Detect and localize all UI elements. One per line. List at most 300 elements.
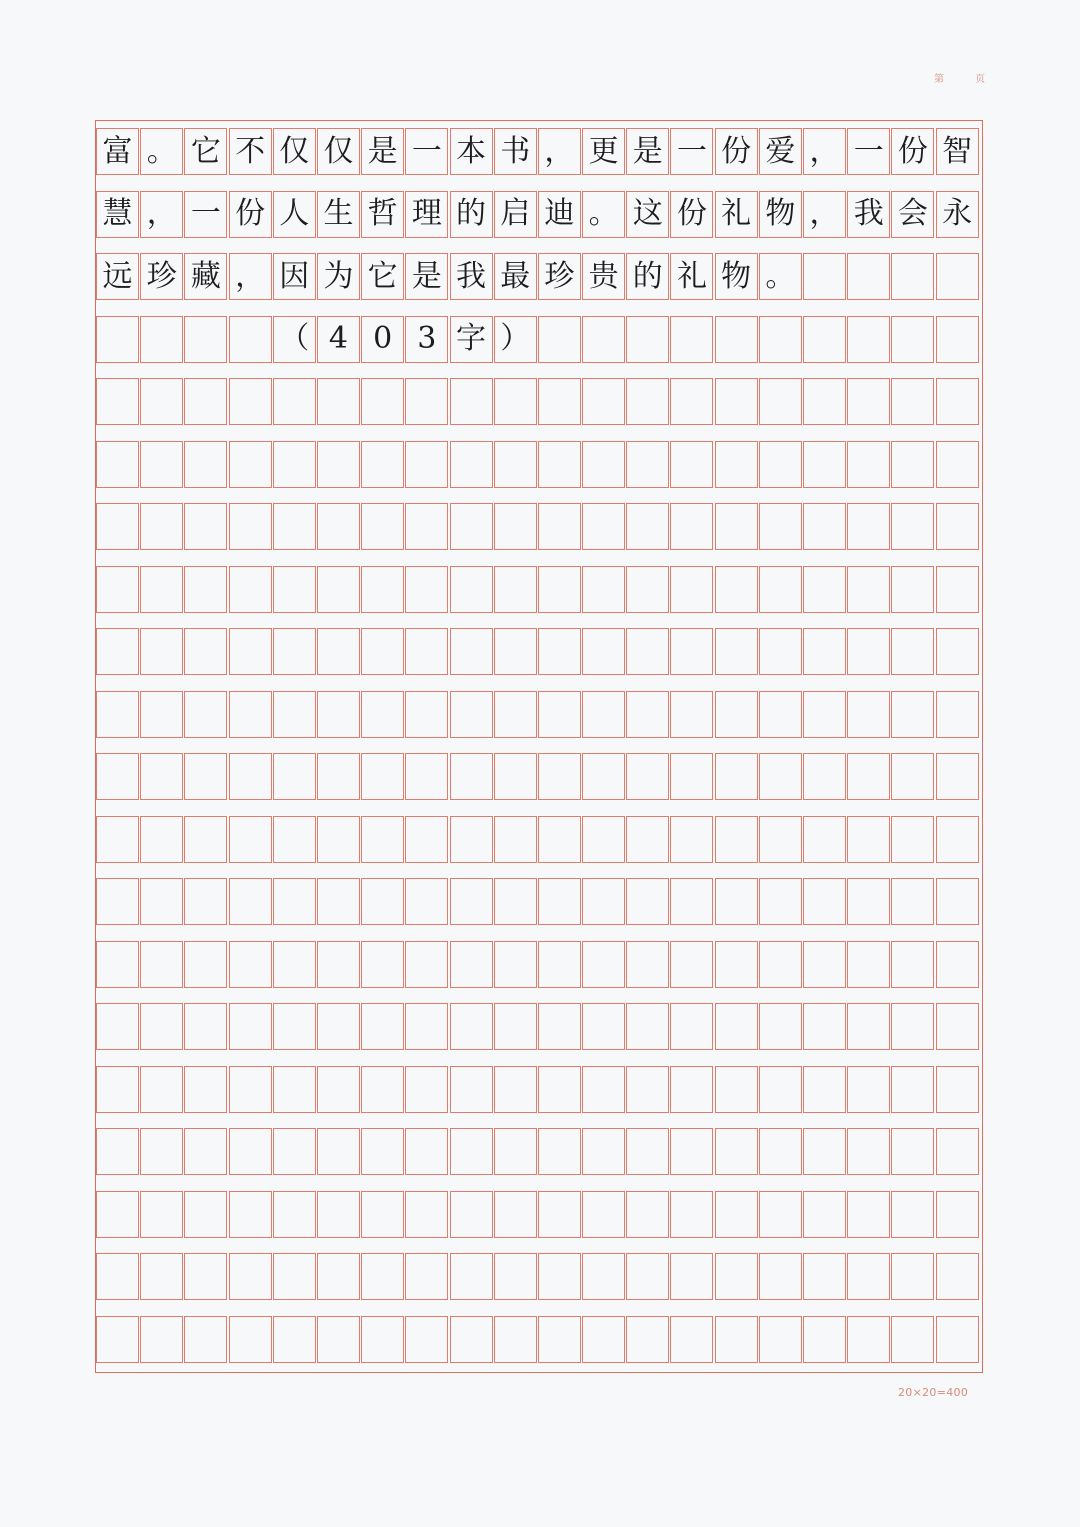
grid-row	[96, 816, 979, 863]
grid-cell	[273, 691, 316, 738]
grid-cell	[626, 816, 669, 863]
grid-cell	[891, 566, 934, 613]
grid-cell	[803, 816, 846, 863]
grid-cell	[273, 441, 316, 488]
grid-cell	[891, 1003, 934, 1050]
grid-cell	[317, 1003, 360, 1050]
grid-cell	[361, 753, 404, 800]
grid-cell	[140, 1066, 183, 1113]
grid-cell	[273, 1253, 316, 1300]
grid-cell	[803, 253, 846, 300]
grid-cell	[891, 691, 934, 738]
grid-cell: 书	[494, 128, 537, 175]
grid-cell	[759, 878, 802, 925]
grid-cell	[184, 441, 227, 488]
grid-cell	[140, 1128, 183, 1175]
grid-cell	[96, 566, 139, 613]
grid-cell: 生	[317, 191, 360, 238]
grid-cell	[759, 441, 802, 488]
grid-cell	[847, 628, 890, 675]
grid-cell	[96, 316, 139, 363]
grid-cell	[582, 941, 625, 988]
grid-cell	[317, 1128, 360, 1175]
grid-cell	[450, 566, 493, 613]
grid-cell	[715, 816, 758, 863]
grid-cell	[936, 878, 979, 925]
grid-cell	[229, 816, 272, 863]
grid-cell	[405, 1316, 448, 1363]
grid-cell	[847, 253, 890, 300]
grid-cell	[96, 441, 139, 488]
grid-cell	[936, 378, 979, 425]
grid-cell	[184, 1316, 227, 1363]
grid-cell: 3	[405, 316, 448, 363]
grid-cell	[582, 1191, 625, 1238]
grid-cell	[494, 816, 537, 863]
grid-cell	[582, 503, 625, 550]
grid-cell: 远	[96, 253, 139, 300]
grid-cell	[361, 441, 404, 488]
grid-cell	[538, 1316, 581, 1363]
grid-cell: 更	[582, 128, 625, 175]
grid-cell	[936, 941, 979, 988]
grid-cell	[626, 1003, 669, 1050]
grid-cell	[361, 566, 404, 613]
grid-cell	[759, 378, 802, 425]
grid-cell	[184, 628, 227, 675]
grid-cell	[229, 1191, 272, 1238]
grid-cell	[361, 816, 404, 863]
grid-cell	[538, 1066, 581, 1113]
grid-cell	[670, 1316, 713, 1363]
grid-cell	[140, 1191, 183, 1238]
grid-cell	[229, 441, 272, 488]
grid-cell	[229, 1003, 272, 1050]
grid-cell	[184, 1066, 227, 1113]
grid-cell	[361, 878, 404, 925]
grid-cell	[670, 1191, 713, 1238]
grid-cell	[626, 503, 669, 550]
grid-cell	[96, 941, 139, 988]
grid-cell	[184, 941, 227, 988]
grid-cell: 富	[96, 128, 139, 175]
grid-cell	[891, 1253, 934, 1300]
grid-row	[96, 1191, 979, 1238]
grid-cell: 贵	[582, 253, 625, 300]
grid-cell: 珍	[140, 253, 183, 300]
grid-cell	[405, 1191, 448, 1238]
grid-cell	[273, 753, 316, 800]
grid-cell	[361, 1066, 404, 1113]
grid-cell	[670, 878, 713, 925]
grid-cell: 启	[494, 191, 537, 238]
grid-cell	[140, 1253, 183, 1300]
grid-cell	[626, 566, 669, 613]
grid-cell	[450, 753, 493, 800]
grid-cell	[140, 753, 183, 800]
grid-cell: 礼	[670, 253, 713, 300]
grid-cell	[803, 878, 846, 925]
grid-cell	[759, 691, 802, 738]
grid-cell	[891, 941, 934, 988]
grid-row	[96, 378, 979, 425]
grid-cell: 这	[626, 191, 669, 238]
grid-cell	[626, 628, 669, 675]
grid-cell	[626, 441, 669, 488]
grid-cell	[936, 1191, 979, 1238]
grid-cell	[670, 378, 713, 425]
grid-cell	[494, 941, 537, 988]
grid-cell	[140, 1316, 183, 1363]
grid-cell	[715, 1253, 758, 1300]
grid-cell	[405, 503, 448, 550]
grid-cell	[670, 1066, 713, 1113]
grid-cell	[891, 878, 934, 925]
grid-cell: 物	[759, 191, 802, 238]
grid-cell: 为	[317, 253, 360, 300]
grid-cell	[317, 816, 360, 863]
grid-cell	[140, 878, 183, 925]
grid-cell	[538, 503, 581, 550]
grid-cell	[582, 628, 625, 675]
grid-cell	[538, 753, 581, 800]
grid-cell	[229, 378, 272, 425]
page-number-label: 第 页	[934, 74, 1000, 85]
grid-cell	[847, 941, 890, 988]
grid-cell	[803, 316, 846, 363]
grid-cell	[582, 1128, 625, 1175]
grid-cell	[626, 316, 669, 363]
grid-cell: 智	[936, 128, 979, 175]
grid-cell	[361, 1253, 404, 1300]
grid-cell: ，	[538, 128, 581, 175]
grid-cell	[759, 1128, 802, 1175]
grid-cell	[936, 1253, 979, 1300]
grid-cell: 的	[626, 253, 669, 300]
grid-cell	[273, 1066, 316, 1113]
grid-cell	[538, 1128, 581, 1175]
grid-cell	[626, 1066, 669, 1113]
grid-cell	[405, 378, 448, 425]
grid-cell: ，	[803, 128, 846, 175]
grid-cell	[317, 941, 360, 988]
grid-cell	[891, 441, 934, 488]
grid-cell	[670, 691, 713, 738]
grid-cell	[538, 316, 581, 363]
grid-cell	[361, 1191, 404, 1238]
grid-cell	[847, 1003, 890, 1050]
grid-cell	[317, 378, 360, 425]
grid-cell	[759, 1253, 802, 1300]
grid-cell	[184, 503, 227, 550]
grid-cell	[96, 1066, 139, 1113]
grid-cell	[803, 1128, 846, 1175]
grid-cell	[847, 316, 890, 363]
grid-cell	[96, 628, 139, 675]
grid-cell: ，	[803, 191, 846, 238]
grid-cell	[273, 941, 316, 988]
grid-cell	[626, 941, 669, 988]
grid-cell	[229, 1128, 272, 1175]
grid-cell	[494, 1003, 537, 1050]
grid-cell	[317, 503, 360, 550]
grid-cell	[184, 566, 227, 613]
grid-cell	[273, 878, 316, 925]
grid-cell	[317, 691, 360, 738]
grid-cell	[759, 316, 802, 363]
grid-cell	[891, 378, 934, 425]
grid-cell	[847, 691, 890, 738]
grid-capacity-label: 20×20=400	[898, 1386, 969, 1399]
grid-cell	[803, 441, 846, 488]
grid-cell	[229, 878, 272, 925]
grid-cell	[405, 1253, 448, 1300]
grid-cell	[715, 378, 758, 425]
grid-row	[96, 878, 979, 925]
grid-cell: 珍	[538, 253, 581, 300]
grid-cell	[626, 378, 669, 425]
grid-cell	[715, 1128, 758, 1175]
grid-cell	[582, 566, 625, 613]
grid-cell	[229, 628, 272, 675]
grid-cell	[450, 1253, 493, 1300]
grid-cell	[494, 378, 537, 425]
grid-cell	[626, 1191, 669, 1238]
grid-cell	[405, 816, 448, 863]
grid-cell	[538, 1253, 581, 1300]
grid-cell	[670, 316, 713, 363]
grid-cell	[538, 1003, 581, 1050]
grid-cell	[936, 566, 979, 613]
grid-cell	[670, 1003, 713, 1050]
grid-cell	[670, 503, 713, 550]
grid-row	[96, 316, 979, 363]
grid-cell	[184, 316, 227, 363]
grid-cell	[715, 1191, 758, 1238]
grid-cell	[96, 1003, 139, 1050]
grid-cell: 藏	[184, 253, 227, 300]
grid-cell	[626, 1253, 669, 1300]
grid-cell: 一	[405, 128, 448, 175]
grid-cell	[273, 816, 316, 863]
grid-cell	[96, 878, 139, 925]
grid-cell	[450, 1191, 493, 1238]
grid-cell	[361, 1128, 404, 1175]
grid-row	[96, 503, 979, 550]
grid-cell: 它	[361, 253, 404, 300]
grid-cell	[229, 1066, 272, 1113]
grid-cell	[936, 1316, 979, 1363]
grid-cell	[759, 941, 802, 988]
grid-cell: 。	[140, 128, 183, 175]
grid-cell	[715, 878, 758, 925]
grid-cell	[759, 1191, 802, 1238]
grid-cell	[229, 316, 272, 363]
grid-cell: 的	[450, 191, 493, 238]
grid-cell	[494, 628, 537, 675]
grid-cell	[140, 316, 183, 363]
grid-cell	[582, 1253, 625, 1300]
grid-row	[96, 628, 979, 675]
grid-cell	[715, 503, 758, 550]
grid-cell	[450, 1316, 493, 1363]
grid-cell	[405, 1003, 448, 1050]
grid-cell	[670, 816, 713, 863]
grid-cell	[803, 941, 846, 988]
grid-cell	[140, 628, 183, 675]
grid-cell	[229, 753, 272, 800]
grid-cell: 。	[759, 253, 802, 300]
grid-cell	[936, 316, 979, 363]
grid-cell	[891, 253, 934, 300]
grid-cell	[715, 1066, 758, 1113]
grid-cell	[538, 816, 581, 863]
grid-cell	[405, 691, 448, 738]
grid-cell	[803, 566, 846, 613]
grid-cell	[494, 503, 537, 550]
grid-cell	[759, 566, 802, 613]
grid-cell	[936, 441, 979, 488]
grid-cell	[803, 1316, 846, 1363]
grid-cell	[670, 628, 713, 675]
grid-cell	[494, 441, 537, 488]
grid-cell	[494, 566, 537, 613]
grid-cell: ，	[140, 191, 183, 238]
grid-cell	[847, 441, 890, 488]
grid-cell: 0	[361, 316, 404, 363]
grid-cell	[759, 1003, 802, 1050]
grid-cell	[582, 316, 625, 363]
grid-cell: 慧	[96, 191, 139, 238]
grid-cell	[405, 1128, 448, 1175]
grid-cell	[670, 441, 713, 488]
grid-cell	[184, 691, 227, 738]
grid-cell	[140, 816, 183, 863]
grid-cell	[361, 1003, 404, 1050]
grid-cell	[538, 878, 581, 925]
grid-cell	[184, 1128, 227, 1175]
grid-cell	[273, 503, 316, 550]
grid-cell	[494, 1316, 537, 1363]
grid-cell	[184, 816, 227, 863]
grid-cell	[847, 816, 890, 863]
grid-row	[96, 1253, 979, 1300]
grid-cell	[803, 1003, 846, 1050]
grid-cell	[803, 691, 846, 738]
grid-cell	[891, 1191, 934, 1238]
grid-cell: 份	[670, 191, 713, 238]
grid-cell	[361, 1316, 404, 1363]
grid-cell	[715, 1003, 758, 1050]
grid-row	[96, 941, 979, 988]
grid-cell	[891, 503, 934, 550]
grid-cell	[582, 1316, 625, 1363]
composition-grid	[95, 120, 983, 1373]
grid-cell	[494, 691, 537, 738]
grid-cell	[582, 816, 625, 863]
grid-cell	[847, 1128, 890, 1175]
grid-row	[96, 1128, 979, 1175]
grid-cell	[273, 378, 316, 425]
grid-cell	[140, 691, 183, 738]
grid-cell	[405, 753, 448, 800]
grid-cell	[847, 503, 890, 550]
grid-cell	[450, 1066, 493, 1113]
grid-cell	[936, 753, 979, 800]
grid-cell	[936, 1003, 979, 1050]
grid-cell	[538, 1191, 581, 1238]
grid-cell	[405, 628, 448, 675]
grid-cell	[140, 441, 183, 488]
grid-cell	[140, 1003, 183, 1050]
grid-cell	[96, 1128, 139, 1175]
grid-cell: 哲	[361, 191, 404, 238]
grid-cell	[361, 691, 404, 738]
grid-cell	[96, 691, 139, 738]
grid-cell: 一	[847, 128, 890, 175]
grid-cell	[803, 503, 846, 550]
grid-cell	[803, 1066, 846, 1113]
grid-cell	[759, 753, 802, 800]
grid-cell	[538, 941, 581, 988]
grid-cell: 是	[405, 253, 448, 300]
grid-cell	[803, 1191, 846, 1238]
grid-cell	[626, 753, 669, 800]
grid-cell	[847, 753, 890, 800]
grid-cell	[494, 1191, 537, 1238]
grid-cell	[140, 378, 183, 425]
grid-cell	[273, 1191, 316, 1238]
grid-cell	[891, 1316, 934, 1363]
grid-cell	[317, 628, 360, 675]
grid-cell	[582, 1003, 625, 1050]
grid-row	[96, 253, 979, 300]
grid-cell	[538, 691, 581, 738]
grid-row	[96, 191, 979, 238]
grid-row	[96, 128, 979, 175]
grid-cell: 。	[582, 191, 625, 238]
grid-cell	[229, 691, 272, 738]
grid-cell	[847, 1253, 890, 1300]
grid-cell	[538, 441, 581, 488]
grid-cell	[273, 1316, 316, 1363]
grid-cell	[184, 378, 227, 425]
grid-cell	[317, 441, 360, 488]
grid-cell: 礼	[715, 191, 758, 238]
grid-cell	[936, 691, 979, 738]
grid-cell	[847, 1316, 890, 1363]
grid-cell	[670, 1128, 713, 1175]
grid-cell	[494, 1128, 537, 1175]
grid-cell	[847, 1066, 890, 1113]
grid-cell	[140, 941, 183, 988]
grid-cell	[759, 816, 802, 863]
grid-cell	[670, 941, 713, 988]
grid-cell	[803, 378, 846, 425]
grid-cell	[582, 878, 625, 925]
grid-row	[96, 566, 979, 613]
grid-cell	[670, 753, 713, 800]
grid-cell	[450, 378, 493, 425]
grid-cell	[759, 1316, 802, 1363]
grid-cell	[582, 753, 625, 800]
grid-cell	[96, 1191, 139, 1238]
grid-cell: 本	[450, 128, 493, 175]
grid-cell	[450, 441, 493, 488]
grid-cell	[936, 253, 979, 300]
grid-cell: 字	[450, 316, 493, 363]
grid-cell	[184, 1191, 227, 1238]
